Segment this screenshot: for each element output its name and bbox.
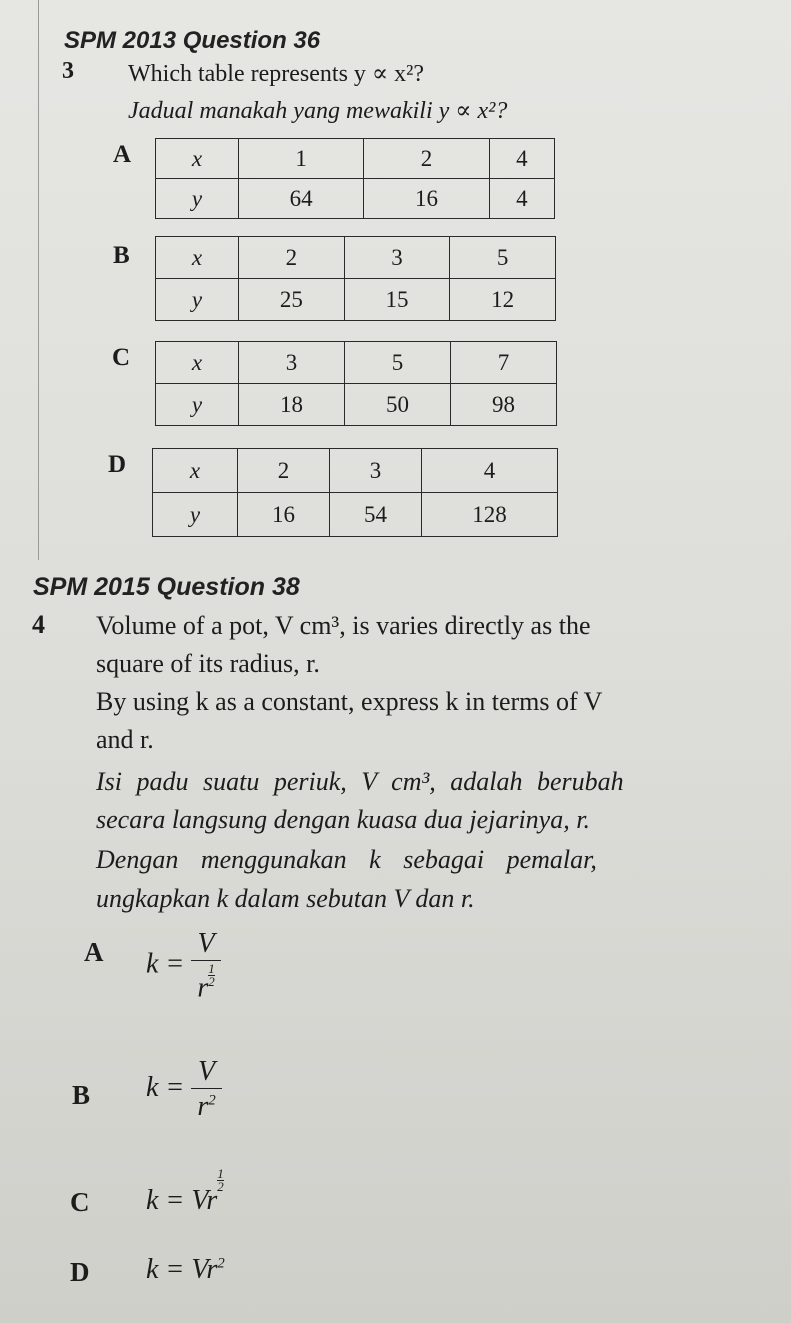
table-cell: 50 xyxy=(345,384,451,426)
s2-option-a-numerator: V xyxy=(197,928,215,959)
s2-option-c-formula xyxy=(146,1168,224,1217)
section2-question-en-line4: and r. xyxy=(96,725,154,754)
exponent-numerator: 1 xyxy=(208,961,215,976)
s2-option-c-lhs: k = xyxy=(146,1185,185,1216)
table-cell: x xyxy=(156,237,239,279)
table-cell: 3 xyxy=(239,342,345,384)
table-cell: y xyxy=(156,179,239,219)
s2-option-c-letter: C xyxy=(70,1187,90,1217)
table-cell: x xyxy=(156,139,239,179)
table-cell: x xyxy=(156,342,239,384)
section1-question-ms: Jadual manakah yang mewakili y ∝ x²? xyxy=(128,98,508,124)
section1-question-en: Which table represents y ∝ x²? xyxy=(128,61,424,87)
s2-option-b-exponent: 2 xyxy=(208,1092,216,1109)
exponent-denominator: 2 xyxy=(208,974,215,989)
s2-option-a-exponent xyxy=(208,963,215,988)
table-cell: 16 xyxy=(364,179,489,219)
s2-option-b-den-base: r xyxy=(197,1091,209,1122)
s2-option-a-formula xyxy=(146,928,221,1004)
option-a-table xyxy=(155,138,555,219)
exponent-numerator: 1 xyxy=(217,1166,224,1181)
section2-question-en-line3: By using k as a constant, express k in terms of V xyxy=(96,687,603,716)
table-cell: 2 xyxy=(238,449,330,493)
table-cell: 4 xyxy=(489,139,554,179)
table-cell: 3 xyxy=(329,449,421,493)
option-b-letter: B xyxy=(113,242,130,269)
table-cell: 64 xyxy=(239,179,364,219)
table-cell: 15 xyxy=(344,279,450,321)
s2-option-d-letter: D xyxy=(70,1257,90,1287)
option-d-table xyxy=(152,448,558,537)
table-cell: x xyxy=(153,449,238,493)
table-cell: 98 xyxy=(451,384,557,426)
s2-option-a-lhs: k = xyxy=(146,948,185,980)
section2-question-en-line1: Volume of a pot, V cm³, is varies directly as the xyxy=(96,611,591,640)
s2-option-b-formula xyxy=(146,1056,222,1123)
table-cell: 1 xyxy=(239,139,364,179)
s2-option-b-numerator: V xyxy=(197,1056,216,1087)
exponent-denominator: 2 xyxy=(217,1179,224,1194)
table-cell: 128 xyxy=(421,493,557,537)
section2-question-ms-line2: secara langsung dengan kuasa dua jejarinya, r. xyxy=(96,805,590,834)
section2-question-en-line2: square of its radius, r. xyxy=(96,649,320,678)
s2-option-b-letter: B xyxy=(72,1080,91,1110)
s2-option-b-lhs: k = xyxy=(146,1071,185,1103)
table-cell: 2 xyxy=(239,237,345,279)
table-cell: y xyxy=(153,493,238,537)
table-cell: 16 xyxy=(238,493,330,537)
option-c-letter: C xyxy=(112,344,131,371)
section2-question-number: 4 xyxy=(32,610,45,639)
section2-question-ms-line4: ungkapkan k dalam sebutan V dan r. xyxy=(96,884,475,913)
page-margin-line xyxy=(38,0,39,560)
table-cell: 4 xyxy=(489,179,554,219)
section2-title: SPM 2015 Question 38 xyxy=(33,573,300,601)
table-cell: 18 xyxy=(239,384,345,426)
table-cell: 25 xyxy=(239,279,345,321)
s2-option-d-body: Vr xyxy=(191,1254,218,1285)
section1-question-number: 3 xyxy=(62,58,74,84)
table-cell: 12 xyxy=(450,279,556,321)
table-cell: 54 xyxy=(329,493,421,537)
table-cell: 7 xyxy=(451,342,557,384)
s2-option-c-exponent xyxy=(217,1168,224,1193)
table-cell: 5 xyxy=(450,237,556,279)
option-d-letter: D xyxy=(108,451,127,478)
s2-option-b-denominator xyxy=(191,1088,221,1123)
table-cell: 5 xyxy=(345,342,451,384)
s2-option-d-formula xyxy=(146,1254,225,1286)
section2-question-ms-line1: Isi padu suatu periuk, V cm³, adalah berubah xyxy=(96,767,624,796)
s2-option-a-fraction xyxy=(191,928,220,1004)
s2-option-c-body: Vr xyxy=(191,1185,218,1216)
option-a-letter: A xyxy=(113,141,132,168)
s2-option-a-denominator xyxy=(191,960,220,1004)
option-b-table xyxy=(155,236,556,321)
s2-option-a-den-base: r xyxy=(197,972,209,1004)
s2-option-d-exponent: 2 xyxy=(217,1255,225,1272)
table-cell: 2 xyxy=(364,139,489,179)
table-cell: 3 xyxy=(344,237,450,279)
table-cell: y xyxy=(156,384,239,426)
table-cell: y xyxy=(156,279,239,321)
section1-title: SPM 2013 Question 36 xyxy=(64,27,321,54)
s2-option-d-lhs: k = xyxy=(146,1254,185,1285)
section2-question-ms-line3: Dengan menggunakan k sebagai pemalar, xyxy=(96,845,597,874)
option-c-table xyxy=(155,341,557,426)
s2-option-b-fraction xyxy=(191,1056,221,1123)
s2-option-a-letter: A xyxy=(84,937,104,967)
table-cell: 4 xyxy=(421,449,557,493)
